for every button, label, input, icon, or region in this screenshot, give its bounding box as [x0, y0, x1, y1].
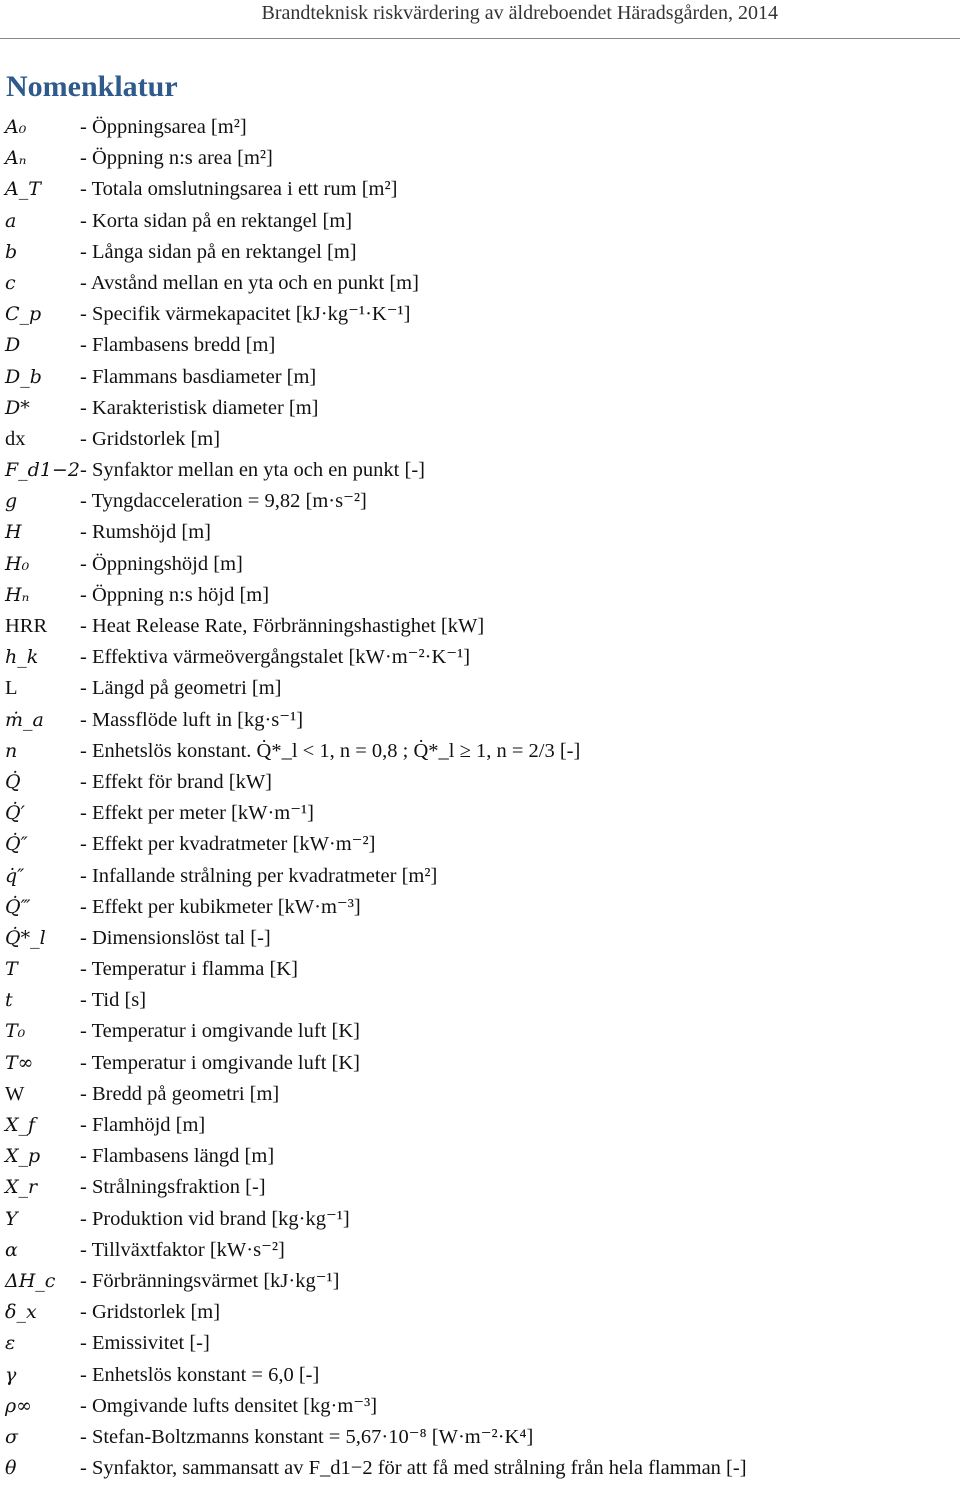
symbol: Y — [5, 1207, 18, 1230]
symbol: b — [5, 240, 18, 263]
description: - Dimensionslöst tal [-] — [80, 926, 271, 949]
nomenclature-row — [0, 362, 960, 393]
symbol: Hₙ — [5, 583, 30, 606]
symbol: T₀ — [5, 1020, 26, 1043]
nomenclature-row — [0, 954, 960, 985]
nomenclature-row — [0, 268, 960, 299]
description: - Strålningsfraktion [-] — [80, 1176, 266, 1199]
symbol: ṁ_a — [5, 708, 44, 731]
running-header: Brandteknisk riskvärdering av äldreboendet Häradsgården, 2014 — [261, 2, 778, 24]
description: - Rumshöjd [m] — [80, 521, 211, 544]
description: - Flamhöjd [m] — [80, 1114, 206, 1136]
symbol: X_r — [5, 1176, 38, 1199]
symbol: D_b — [5, 365, 42, 388]
nomenclature-row — [0, 517, 960, 548]
description: - Enhetslös konstant. Q̇*_l < 1, n = 0,8 ; Q̇*_l ≥ 1, n = 2/3 [-] — [80, 739, 581, 762]
symbol: T — [5, 958, 18, 981]
symbol: T∞ — [5, 1051, 34, 1074]
description: - Effektiva värmeövergångstalet [kW·m⁻²·K⁻¹] — [80, 646, 471, 669]
nomenclature-row — [0, 923, 960, 954]
nomenclature-row — [0, 1016, 960, 1047]
nomenclature-row — [0, 393, 960, 424]
nomenclature-row — [0, 299, 960, 330]
symbol: H — [5, 521, 22, 544]
symbol: Q̇″ — [5, 833, 28, 856]
nomenclature-row — [0, 1360, 960, 1391]
description: - Gridstorlek [m] — [80, 427, 221, 450]
description: - Temperatur i flamma [K] — [80, 958, 298, 981]
description: - Totala omslutningsarea i ett rum [m²] — [80, 178, 398, 201]
symbol: n — [5, 739, 18, 762]
description: - Tid [s] — [80, 989, 147, 1012]
description: - Effekt per kubikmeter [kW·m⁻³] — [80, 895, 361, 918]
nomenclature-row — [0, 549, 960, 580]
symbol: Q̇‴ — [5, 895, 31, 918]
symbol: W — [5, 1082, 25, 1105]
description: - Avstånd mellan en yta och en punkt [m] — [80, 271, 419, 294]
nomenclature-row — [0, 174, 960, 205]
symbol: a — [5, 209, 17, 232]
symbol: q̇″ — [5, 864, 25, 887]
description: - Förbränningsvärmet [kJ·kg⁻¹] — [80, 1269, 340, 1292]
nomenclature-row — [0, 642, 960, 673]
nomenclature-row — [0, 1266, 960, 1297]
nomenclature-row — [0, 206, 960, 237]
description: - Bredd på geometri [m] — [80, 1082, 280, 1105]
nomenclature-row — [0, 673, 960, 704]
description: - Enhetslös konstant = 6,0 [-] — [80, 1363, 320, 1386]
symbol: A₀ — [5, 116, 27, 138]
nomenclature-row — [0, 861, 960, 892]
description: - Heat Release Rate, Förbränningshastighet [kW] — [80, 615, 485, 637]
nomenclature-row — [0, 143, 960, 174]
symbol: Aₙ — [5, 147, 27, 170]
description: - Tillväxtfaktor [kW·s⁻²] — [80, 1238, 285, 1261]
symbol: δ_x — [5, 1301, 37, 1324]
nomenclature-row — [0, 1235, 960, 1266]
description: - Massflöde luft in [kg·s⁻¹] — [80, 708, 304, 731]
symbol: F_d1−2 — [5, 459, 80, 482]
symbol: ρ∞ — [5, 1394, 32, 1417]
nomenclature-row — [0, 424, 960, 455]
nomenclature-row — [0, 330, 960, 361]
symbol: t — [5, 989, 13, 1012]
nomenclature-row — [0, 1172, 960, 1203]
nomenclature-row — [0, 455, 960, 486]
nomenclature-row — [0, 1297, 960, 1328]
description: - Öppningsarea [m²] — [80, 116, 247, 138]
description: - Stefan-Boltzmanns konstant = 5,67·10⁻⁸ [W·m⁻²·K⁴] — [80, 1425, 534, 1448]
nomenclature-row — [0, 1141, 960, 1172]
nomenclature-row — [0, 985, 960, 1016]
description: - Gridstorlek [m] — [80, 1301, 221, 1324]
description: - Emissivitet [-] — [80, 1332, 210, 1355]
description: - Temperatur i omgivande luft [K] — [80, 1051, 360, 1074]
description: - Synfaktor, sammansatt av F_d1−2 för att få med strålning från hela flamman [-] — [80, 1457, 747, 1480]
nomenclature-row — [0, 892, 960, 923]
description: - Specifik värmekapacitet [kJ·kg⁻¹·K⁻¹] — [80, 303, 411, 326]
symbol: ε — [5, 1332, 16, 1355]
nomenclature-list — [0, 112, 960, 1484]
nomenclature-row — [0, 1110, 960, 1141]
nomenclature-row — [0, 736, 960, 767]
symbol: Q̇′ — [5, 802, 25, 825]
symbol: Q̇ — [5, 770, 21, 793]
nomenclature-row — [0, 767, 960, 798]
symbol: D — [5, 334, 21, 357]
symbol: ΔH_c — [5, 1269, 56, 1292]
nomenclature-row — [0, 611, 960, 642]
nomenclature-row — [0, 486, 960, 517]
nomenclature-row — [0, 237, 960, 268]
symbol: dx — [5, 427, 26, 450]
nomenclature-row — [0, 1328, 960, 1359]
nomenclature-row — [0, 112, 960, 143]
description: - Längd på geometri [m] — [80, 677, 282, 700]
nomenclature-row — [0, 580, 960, 611]
symbol: Q̇*_l — [5, 926, 46, 949]
description: - Effekt per meter [kW·m⁻¹] — [80, 802, 315, 825]
description: - Temperatur i omgivande luft [K] — [80, 1020, 360, 1043]
symbol: γ — [5, 1363, 17, 1386]
description: - Öppning n:s area [m²] — [80, 147, 273, 170]
description: - Effekt för brand [kW] — [80, 770, 273, 793]
nomenclature-row — [0, 1048, 960, 1079]
header-rule — [0, 38, 960, 39]
symbol: A_T — [5, 178, 41, 201]
description: - Flambasens längd [m] — [80, 1145, 275, 1168]
nomenclature-row — [0, 1204, 960, 1235]
nomenclature-row — [0, 829, 960, 860]
description: - Synfaktor mellan en yta och en punkt [-] — [80, 459, 425, 482]
description: - Öppning n:s höjd [m] — [80, 583, 270, 606]
description: - Produktion vid brand [kg·kg⁻¹] — [80, 1207, 350, 1230]
description: - Effekt per kvadratmeter [kW·m⁻²] — [80, 833, 376, 856]
symbol: g — [5, 490, 18, 513]
description: - Tyngdacceleration = 9,82 [m·s⁻²] — [80, 490, 367, 513]
nomenclature-row — [0, 705, 960, 736]
symbol: HRR — [5, 615, 48, 637]
symbol: X_p — [5, 1145, 41, 1168]
symbol: c — [5, 271, 16, 294]
description: - Öppningshöjd [m] — [80, 552, 243, 575]
nomenclature-row — [0, 798, 960, 829]
description: - Flambasens bredd [m] — [80, 334, 276, 357]
description: - Korta sidan på en rektangel [m] — [80, 209, 353, 232]
symbol: H₀ — [5, 552, 30, 575]
description: - Flammans basdiameter [m] — [80, 365, 317, 388]
symbol: α — [5, 1238, 18, 1261]
symbol: C_p — [5, 303, 42, 326]
symbol: h_k — [5, 646, 39, 669]
nomenclature-row — [0, 1079, 960, 1110]
symbol: σ — [5, 1425, 18, 1448]
description: - Karakteristisk diameter [m] — [80, 396, 319, 419]
nomenclature-row — [0, 1391, 960, 1422]
symbol: D* — [5, 396, 30, 419]
section-title: Nomenklatur — [6, 70, 178, 103]
symbol: X_f — [5, 1114, 36, 1136]
symbol: L — [5, 677, 18, 700]
description: - Infallande strålning per kvadratmeter [m²] — [80, 864, 438, 887]
description: - Långa sidan på en rektangel [m] — [80, 240, 357, 263]
nomenclature-row — [0, 1422, 960, 1453]
description: - Omgivande lufts densitet [kg·m⁻³] — [80, 1394, 378, 1417]
symbol: θ — [5, 1457, 17, 1480]
nomenclature-row — [0, 1453, 960, 1484]
